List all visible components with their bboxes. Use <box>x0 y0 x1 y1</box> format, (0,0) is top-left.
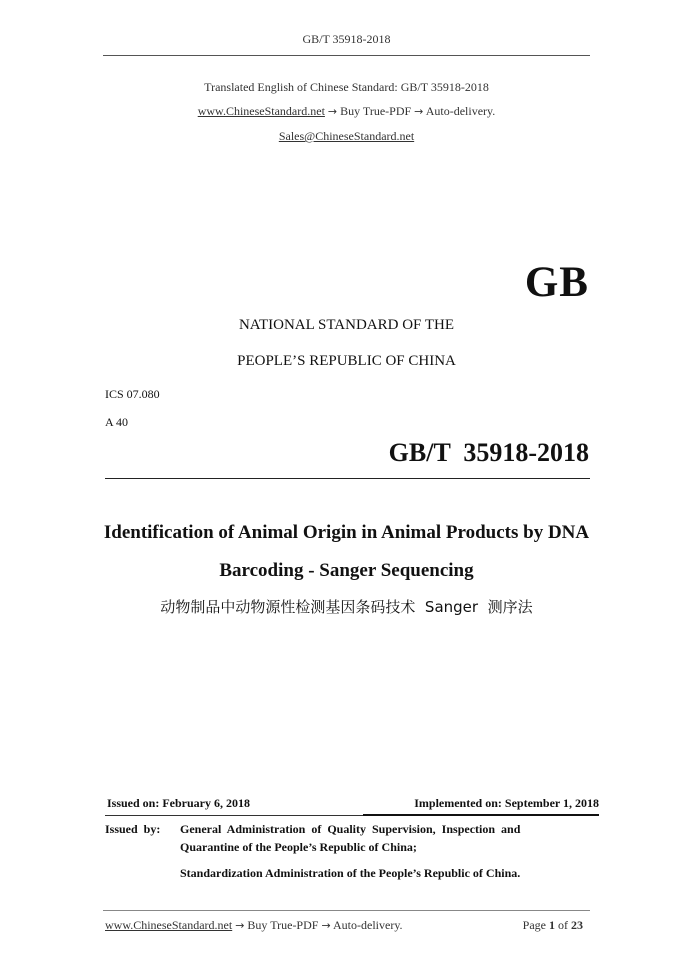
national-standard-line2: PEOPLE’S REPUBLIC OF CHINA <box>237 353 456 369</box>
email-line <box>0 129 693 144</box>
ics-code: ICS 07.080 <box>105 387 160 401</box>
translated-notice: Translated English of Chinese Standard: GB/T 35918-2018 <box>204 80 489 94</box>
footer-purchase-line <box>105 918 403 933</box>
issuer-gaqsiq-line2: Quarantine of the People’s Republic of China; <box>180 840 417 854</box>
page-number: 1 <box>549 918 555 932</box>
footer-website-link[interactable]: www.ChineseStandard.net <box>105 918 233 932</box>
auto-delivery-text: Auto-delivery. <box>425 104 496 118</box>
arrow-right-icon: → <box>235 919 245 932</box>
page-word: Page <box>522 918 546 932</box>
gb-logo: GB <box>524 259 589 306</box>
issuer-gaqsiq-line1: General Administration of Quality Supervision, Inspection and <box>180 822 521 836</box>
ccs-code: A 40 <box>105 415 129 429</box>
arrow-right-icon: → <box>414 105 424 118</box>
issued-by-label: Issued by: <box>105 822 161 836</box>
header-rule <box>103 55 590 56</box>
page-indicator <box>523 918 583 933</box>
page-total: 23 <box>571 918 583 932</box>
footer-rule <box>103 910 590 911</box>
issuer-sac: Standardization Administration of the People’s Republic of China. <box>180 866 521 880</box>
buy-text: Buy True-PDF <box>340 104 412 118</box>
arrow-right-icon: → <box>321 919 331 932</box>
standard-number: GB/T 35918-2018 <box>388 438 589 467</box>
running-header: GB/T 35918-2018 <box>302 32 391 46</box>
website-link[interactable]: www.ChineseStandard.net <box>197 104 325 118</box>
issue-rule-left <box>105 815 363 816</box>
email-link[interactable]: Sales@ChineseStandard.net <box>278 129 415 143</box>
implemented-on-date: Implemented on: September 1, 2018 <box>414 796 599 810</box>
footer-auto-delivery-text: Auto-delivery. <box>333 918 403 932</box>
footer-buy-text: Buy True-PDF <box>247 918 319 932</box>
document-title-chinese: 动物制品中动物源性检测基因条码技术 Sanger 测序法 <box>160 598 533 616</box>
of-word: of <box>558 918 568 932</box>
issue-rule-right <box>363 814 599 816</box>
arrow-right-icon: → <box>327 105 338 118</box>
title-rule <box>105 478 590 479</box>
document-title-line2: Barcoding - Sanger Sequencing <box>219 560 474 581</box>
purchase-line <box>0 104 693 119</box>
national-standard-line1: NATIONAL STANDARD OF THE <box>238 317 455 333</box>
issued-on-date: Issued on: February 6, 2018 <box>107 796 251 810</box>
document-title-line1: Identification of Animal Origin in Animal Products by DNA <box>103 522 590 543</box>
